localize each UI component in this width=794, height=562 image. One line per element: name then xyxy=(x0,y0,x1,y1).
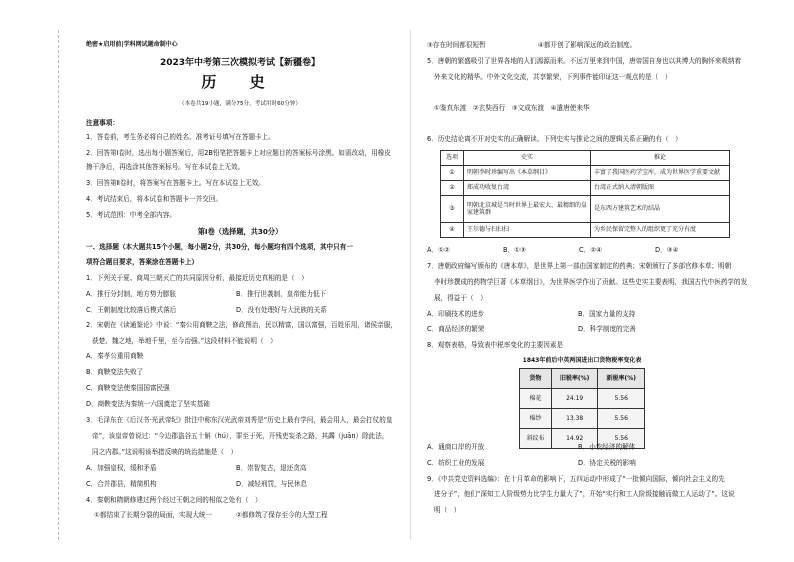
column-divider xyxy=(410,30,411,540)
table-cell: 丰富了我国医药学宝库，成为世界医学重要文献 xyxy=(591,166,730,181)
q4-statement-2: ②都修筑了保存至今的大型工程 xyxy=(236,511,328,519)
table-row xyxy=(520,389,645,409)
q2-option-d: D．商鞅变法为秦统一六国奠定了坚实基础 xyxy=(86,400,210,408)
q8-option-b: B．小农经济的解体 xyxy=(578,443,636,451)
table-header-cell: 选项 xyxy=(441,151,464,166)
table-cell: 斜纹布 xyxy=(520,429,552,449)
notice-item: 4．考试结束后，将本试卷和答题卡一并交回。 xyxy=(86,195,223,203)
table-header-cell: 史实 xyxy=(464,151,591,166)
section-title: 第Ⅰ卷（选择题，共30分） xyxy=(197,227,283,236)
q3-option-a: A．加强皇权，缓和矛盾 xyxy=(86,464,157,472)
notice-item: 3．回答第Ⅱ卷时，将答案写在答题卡上。写在本试卷上无效。 xyxy=(86,179,265,187)
question-1-stem: 1．下列关于夏、商周三朝灭亡的共同原因分析，最接近历史真相的是（ ） xyxy=(86,274,308,282)
question-7-stem: 7．唐朝政府编写颁布的《唐本草》，是世界上第一部由国家制定的药典；宋朝颁行了多部官修本草；明朝 xyxy=(427,262,732,270)
question-2-stem-cont: 获楚、魏之地，举地千里，至今治强。”这段材料不能说明（ ） xyxy=(92,337,277,345)
q3-option-b: B．崇智复古，退还贪高 xyxy=(236,464,307,472)
exam-title: 2023年中考第三次模拟考试【新疆卷】 xyxy=(159,58,321,68)
q7-option-a: A．印刷技术的进步 xyxy=(427,310,485,318)
table-header-cell: 货物 xyxy=(520,369,552,389)
table-cell: 棉花 xyxy=(520,389,552,409)
q4-statement-4: ④都开创了影响深远的政治制度。 xyxy=(538,41,637,49)
question-9-stem-cont: 明（ ） xyxy=(434,506,461,514)
table-cell: 棉纱 xyxy=(520,409,552,429)
q2-option-b: B．商鞅变法失败了 xyxy=(86,368,144,376)
q1-option-c: C．王朝制度比较落后模式落后 xyxy=(86,306,177,314)
table-header-cell: 新税率(%) xyxy=(598,369,645,389)
table-cell: ④ xyxy=(441,223,464,238)
q6-option-d: D．③④ xyxy=(655,246,679,254)
q6-table xyxy=(440,150,730,238)
question-2-stem: 2．宋朝在《读通鉴论》中说：“秦公用商鞅之法，修政图治，民以精富，国以富强，百姓乐用，诸侯亲服， xyxy=(86,321,397,329)
table-cell: 5.56 xyxy=(598,409,645,429)
question-3-stem-cont: 同之内郡。”这说明该举措反映的统治措施是（ ） xyxy=(92,448,238,456)
q8-option-a: A．通商口岸的开放 xyxy=(427,443,485,451)
table-row xyxy=(441,181,730,196)
table-cell: 13.38 xyxy=(551,409,598,429)
table-cell: 台湾正式纳入清朝版图 xyxy=(591,181,730,196)
question-3-stem-cont: 帝”，该皇帝曾说过：“今边郡盗谷五十斛（hú），罪至于死，开残吏妄杀之路，其蠲（juān）除此法， xyxy=(92,432,389,440)
binding-line xyxy=(58,30,59,540)
q8-option-d: D．协定关税的影响 xyxy=(578,459,636,467)
section-instruction: 项符合题目要求，答案涂在答题卡上） xyxy=(86,258,199,266)
table-row xyxy=(520,409,645,429)
table-cell: 明朝北京城是当时世界上最宏大、最精细的皇家建筑群 xyxy=(464,196,591,223)
q6-option-b: B．①③ xyxy=(503,246,526,254)
q8-option-c: C．纺织工业的发展 xyxy=(427,459,485,467)
table-row xyxy=(441,223,730,238)
q8-table xyxy=(519,368,645,449)
q8-table-caption: 1843年前后中英两国进出口货物税率变化表 xyxy=(522,357,642,364)
question-7-stem-cont: 展，得益于（ ） xyxy=(434,294,487,302)
q2-option-c: C．商鞅变法使秦国国富民强 xyxy=(86,384,170,392)
question-4-stem: 4．秦朝和隋朝修建过两个经过王朝之间的相似之处有（ ） xyxy=(86,496,262,504)
question-9-stem: 9．《中共党史资料选编》：在十月革命的影响下，五四运动中形成了“一批倾向国际，倾向社会主义的先 xyxy=(427,475,725,483)
q7-option-c: C．商品经济的繁荣 xyxy=(427,325,485,333)
notice-item: 擦干净后，再选涂其他答案标号。写在本试卷上无效。 xyxy=(86,163,245,171)
q4-statement-3: ③存在时间都很短暂 xyxy=(427,41,486,49)
notice-heading: 注意事项： xyxy=(86,119,119,127)
question-6-stem: 6．历史结论离不开对史实的正确解读。下列史实与推论之间的逻辑关系正确的有（ ） xyxy=(427,135,682,143)
table-header-cell: 旧税率(%) xyxy=(551,369,598,389)
table-cell: ① xyxy=(441,166,464,181)
table-header-row xyxy=(520,369,645,389)
q7-option-d: D．科学制度的完善 xyxy=(578,325,636,333)
table-cell: 郑成功收复台湾 xyxy=(464,181,591,196)
q2-option-a: A．秦孝公重用商鞅 xyxy=(86,352,144,360)
q3-option-d: D．减轻刑罚，与民休息 xyxy=(236,480,308,488)
table-row xyxy=(441,196,730,223)
notice-item: 1．答卷前，考生务必将自己的姓名、准考证号填写在答题卡上。 xyxy=(86,133,275,141)
table-cell: ③ xyxy=(441,196,464,223)
table-cell: 24.19 xyxy=(551,389,598,409)
subject-title: 历 史 xyxy=(201,73,279,91)
table-cell: 王尔德与扫扫扫 xyxy=(464,223,591,238)
q6-option-c: C．②④ xyxy=(579,246,603,254)
table-cell: 14.92 xyxy=(551,429,598,449)
question-3-stem: 3．毛泽东在《后汉书·光武帝纪》批注中称东汉光武帝刘秀是“历史上最有学问，最会用人，最会打仗的皇 xyxy=(86,416,393,424)
q1-option-d: D．没有处理好与大民族的关系 xyxy=(236,306,327,314)
notice-item: 2．回答第Ⅰ卷时，选出每小题答案后，用2B铅笔把答题卡上对应题目的答案标号涂黑。如需改动，用橡皮 xyxy=(86,149,391,157)
q7-option-b: B．国家力量的支持 xyxy=(578,310,636,318)
question-5-stem: 5．唐朝的繁盛吸引了世界各地的人们源源而来。不远万里来到中国，唐帝国自身也以其博大的胸怀来吸纳着 xyxy=(427,57,742,65)
confidential-stamp: 绝密★启用前|学科网试题命制中心 xyxy=(86,41,178,48)
q5-statements: ①鉴真东渡 ②玄奘西行 ③文成东渡 ④遣唐使来华 xyxy=(434,104,590,112)
table-cell: 为乡民保留完整人的组织更了充分有度 xyxy=(591,223,730,238)
table-header-row xyxy=(441,151,730,166)
table-cell: 明朝李时珍编写出《本草纲目》 xyxy=(464,166,591,181)
notice-item: 5．考试范围：中考全部内容。 xyxy=(86,211,176,219)
question-9-stem-cont: 进分子”，他们“深知工人阶级势力比学生力量大了”，开始“实行和工人阶级接触而做工人运动了”。这说 xyxy=(434,490,735,498)
table-cell: 5.56 xyxy=(598,429,645,449)
section-instruction: 一、选择题（本大题共15个小题，每小题2分，共30分，每小题均有四个选项，其中只有一 xyxy=(86,243,353,251)
q4-statement-1: ①都结束了长期分裂的局面，实现大统一 xyxy=(94,511,213,519)
table-cell: 是东西方建筑艺术的结晶 xyxy=(591,196,730,223)
table-cell: 5.56 xyxy=(598,389,645,409)
exam-meta: （本卷共19小题，满分75分，考试用时60分钟） xyxy=(178,101,302,107)
table-row xyxy=(441,166,730,181)
q1-option-a: A．推行分封制，地方势力膨胀 xyxy=(86,290,177,298)
question-7-stem-cont: 李时珍撰成的药物学巨著《本草纲目》，为世界医学作出了贡献。这些史实主要表明，我国古代中医药学的发 xyxy=(434,278,748,286)
question-8-stem: 8．观察表格，导致表中税率变化的主要因素是 xyxy=(427,341,564,349)
table-cell: ② xyxy=(441,181,464,196)
question-5-stem-cont: 外来文化的精华。中外文化交流，共享繁荣，下列事件能印证这一观点的是（ ） xyxy=(434,73,672,81)
q1-option-b: B．推行世袭制，皇帝能力低下 xyxy=(236,290,327,298)
table-header-cell: 推论 xyxy=(591,151,730,166)
q6-option-a: A．①② xyxy=(427,246,450,254)
q3-option-c: C．合并郡县，精简机构 xyxy=(86,480,157,488)
